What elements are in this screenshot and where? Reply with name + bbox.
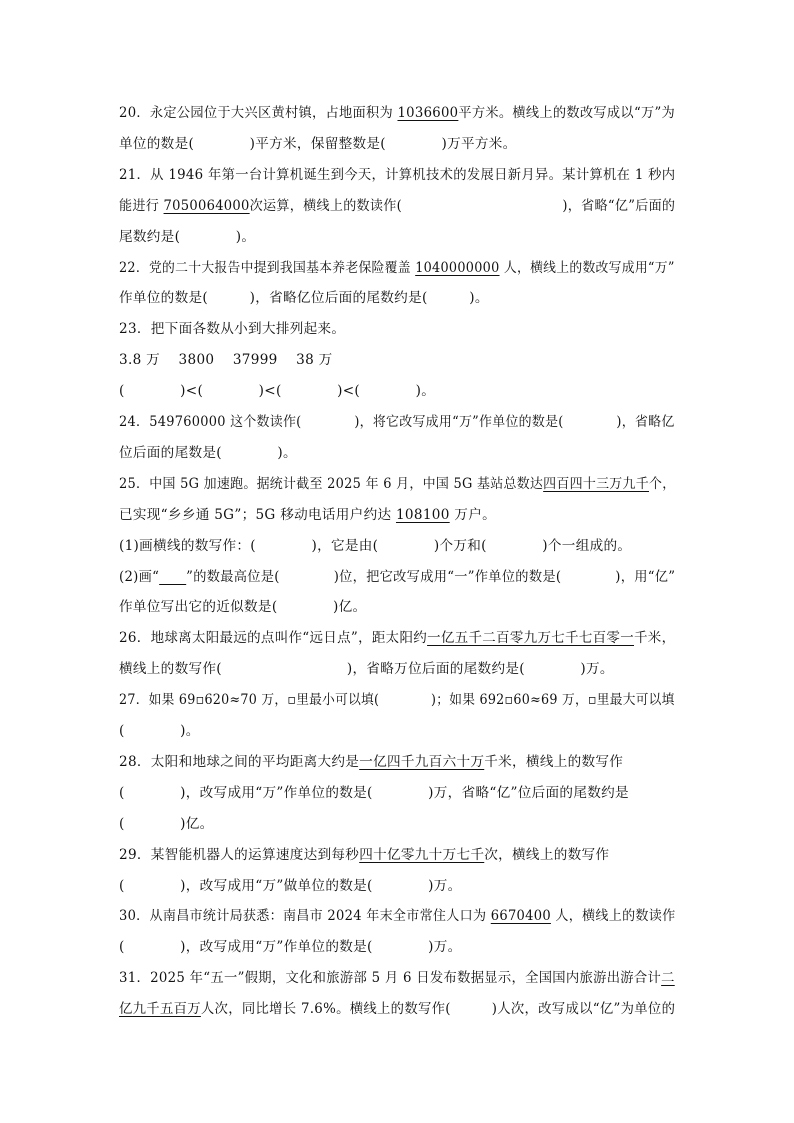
text-line (119, 721, 200, 741)
text-line (119, 906, 675, 926)
text-line (119, 536, 631, 556)
underlined-number: 亿九千五百万 (119, 1001, 201, 1018)
text-segment: 万户。 (449, 506, 496, 523)
text-line (119, 968, 675, 988)
text-line (119, 258, 675, 278)
text-segment: 位后面的尾数是( )。 (119, 444, 297, 461)
underlined-number: 一亿四千九百六十万 (359, 753, 485, 770)
text-segment: ( )亿。 (119, 815, 214, 832)
text-line (119, 659, 614, 679)
text-segment: 次运算，横线上的数读作( )，省略“亿”后面的 (249, 197, 676, 214)
text-segment: ( )，改写成用“万”作单位的数是( )万，省略“亿”位后面的尾数约是 (119, 784, 629, 801)
text-segment: ( )。 (119, 723, 200, 739)
text-segment: 27．如果 69▫620≈70 万，▫里最小可以填( )；如果 692▫60≈69 万，▫里最大可以填 (119, 692, 675, 709)
text-segment: 25．中国 5G 加速跑。据统计截至 2025 年 6 月，中国 5G 基站总数达 (119, 475, 544, 492)
text-line (119, 567, 675, 587)
text-line (119, 628, 675, 648)
text-segment: 31．2025 年“五一”假期，文化和旅游部 5 月 6 日发布数据显示，全国国内旅游出游合计 (119, 970, 662, 987)
text-line (119, 443, 297, 463)
text-segment: 作单位的数是( )，省略亿位后面的尾数约是( )。 (119, 290, 489, 307)
text-line (119, 227, 255, 247)
text-segment: 个， (648, 475, 676, 492)
text-segment: 能进行 (119, 197, 164, 214)
text-segment: 人，横线上的数读作 (550, 908, 676, 925)
text-segment: 21．从 1946 年第一台计算机诞生到今天，计算机技术的发展日新月异。某计算机在 1 秒内 (119, 166, 676, 183)
text-segment: 次，横线上的数写作 (484, 846, 610, 863)
text-segment: 人，横线上的数改写成用“万” (499, 259, 675, 276)
text-segment: 千米，横线上的数写作 (484, 753, 624, 770)
text-segment: 单位的数是( )平方米，保留整数是( )万平方米。 (119, 135, 517, 152)
text-segment: 20．永定公园位于大兴区黄村镇，占地面积为 (119, 105, 398, 121)
underlined-number: 四百四十三万九千 (543, 475, 649, 492)
underlined-number: 1040000000 (415, 259, 500, 276)
text-segment: 3.8 万 3800 37999 38 万 (119, 352, 333, 369)
text-segment: 30．从南昌市统计局获悉：南昌市 2024 年末全市常住人口为 (119, 908, 491, 925)
underlined-number: 1036600 (397, 105, 459, 121)
text-line (119, 350, 333, 370)
text-line (119, 814, 214, 834)
text-line (119, 288, 489, 308)
underlined-number: 二 (661, 970, 675, 987)
text-line (119, 937, 462, 957)
text-segment: 29．某智能机器人的运算速度达到每秒 (119, 846, 360, 863)
text-line (119, 752, 623, 772)
text-line (119, 319, 345, 339)
text-segment: 28．太阳和地球之间的平均距离大约是 (119, 753, 360, 770)
text-segment: 人次，同比增长 7.6%。横线上的数写作( )人次，改写成以“亿”为单位的 (200, 1001, 676, 1018)
text-segment: (1)画横线的数写作：( )，它是由( )个万和( )个一组成的。 (119, 537, 632, 554)
underlined-number: 6670400 (490, 908, 551, 925)
text-line (119, 103, 675, 123)
text-segment: ( )，改写成用“万”做单位的数是( )万。 (119, 877, 462, 894)
text-line (119, 381, 435, 401)
underlined-number (159, 569, 186, 585)
text-line (119, 165, 675, 185)
text-line (119, 412, 675, 432)
text-segment: 已实现“乡乡通 5G”；5G 移动电话用户约达 (119, 506, 396, 523)
text-segment: ( )<( )<( )<( )。 (119, 383, 436, 400)
text-segment: 23．把下面各数从小到大排列起来。 (119, 321, 346, 338)
text-segment: 横线上的数写作( )，省略万位后面的尾数约是( )万。 (119, 661, 614, 678)
underlined-number: 四十亿零九十万七千 (359, 846, 485, 863)
text-segment: 24．549760000 这个数读作( )，将它改写成用“万”作单位的数是( )，省略亿 (119, 414, 675, 430)
text-line (119, 783, 629, 803)
underlined-number: 一亿五千二百零九万七千七百零一 (427, 630, 635, 647)
text-line (119, 505, 496, 525)
text-line (119, 999, 675, 1019)
underlined-number: 7050064000 (163, 197, 250, 214)
text-line (119, 196, 675, 216)
text-segment: 22．党的二十大报告中提到我国基本养老保险覆盖 (119, 259, 416, 276)
text-line (119, 474, 675, 494)
underlined-number: 108100 (395, 506, 450, 523)
text-segment: ”的数最高位是( )位，把它改写成用“一”作单位的数是( )，用“亿” (186, 568, 676, 585)
text-segment: 尾数约是( )。 (119, 228, 256, 245)
text-segment: 作单位写出它的近似数是( )亿。 (119, 599, 367, 616)
text-line (119, 876, 462, 896)
text-segment: ( )，改写成用“万”作单位的数是( )万。 (119, 939, 462, 956)
text-segment: 千米， (634, 630, 676, 647)
text-segment: 26．地球离太阳最远的点叫作“远日点”，距太阳约 (119, 630, 428, 647)
text-segment: 平方米。横线上的数改写成以“万”为 (458, 105, 676, 121)
text-segment: (2)画“ (119, 568, 160, 585)
text-line (119, 597, 366, 617)
text-line (119, 134, 517, 154)
text-line (119, 845, 609, 865)
text-line (119, 690, 675, 710)
